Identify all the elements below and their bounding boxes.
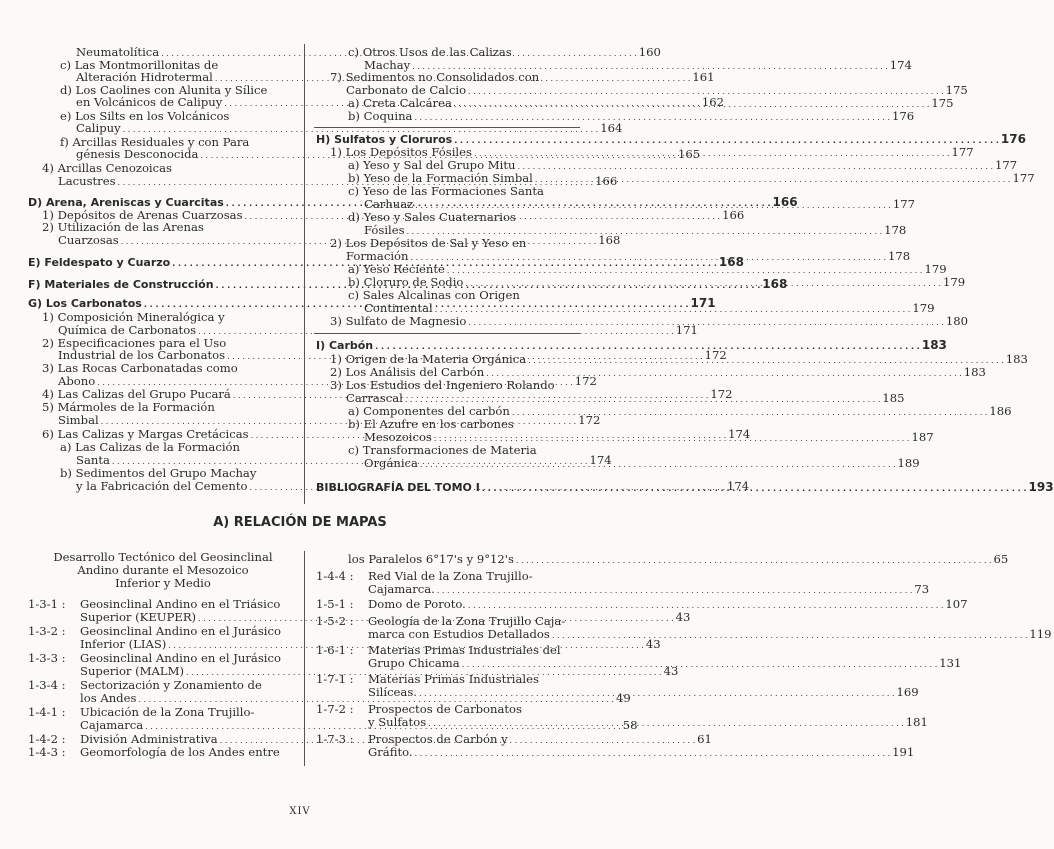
map-page-number: 43	[663, 664, 679, 678]
toc-entry-text: F) Materiales de Construcción	[28, 278, 214, 291]
toc-entry-text: Carhuaz	[364, 197, 414, 211]
dot-leader	[465, 276, 941, 290]
map-title: marca con Estudios Detallados	[368, 627, 550, 641]
toc-page-number: 168	[762, 277, 788, 291]
toc-entry-text: Continental	[364, 301, 433, 315]
toc-entry-text: c) Transformaciones de Materia	[348, 443, 537, 457]
map-page-number: 49	[615, 691, 631, 705]
toc-page-number: 160	[638, 45, 661, 59]
toc-entry-text: Fósiles	[364, 223, 405, 237]
map-title: Materias Primas Industriales	[368, 672, 539, 686]
dot-leader	[419, 686, 895, 700]
map-title: Ubicación de la Zona Trujillo-	[80, 705, 255, 719]
map-code: 1-3-1 :	[28, 597, 66, 611]
map-entry-line	[316, 597, 968, 612]
dot-leader	[517, 159, 993, 173]
map-page-number: 119	[1029, 627, 1052, 641]
toc-entry-text: 1) Composición Mineralógica y	[42, 310, 225, 324]
toc-entry-text: Mesozoicos	[364, 430, 432, 444]
map-code: 1-5-2 :	[316, 614, 354, 628]
map-entry-line	[348, 552, 1009, 567]
toc-page-number: 175	[931, 96, 954, 110]
toc-page-number: 164	[600, 121, 623, 135]
toc-entry-text: d) Yeso y Sales Cuaternarios	[348, 210, 516, 224]
toc-page-number: 175	[945, 83, 968, 97]
toc-page-number: 178	[884, 223, 907, 237]
map-title: Geosinclinal Andino en el Jurásico	[80, 651, 281, 665]
dot-leader	[435, 302, 911, 316]
section-rule-h	[314, 127, 580, 128]
toc-page-number: 179	[912, 301, 935, 315]
toc-entry-text: b) Sedimentos del Grupo Machay	[60, 466, 257, 480]
map-page-number: 181	[905, 715, 928, 729]
map-title: Cajamarca	[80, 718, 144, 732]
toc-entry-text: 3) Los Estudios del Ingeniero Rolando	[330, 378, 555, 392]
toc-entry-text: b) Coquina	[348, 109, 413, 123]
toc-page-number: 187	[911, 430, 934, 444]
toc-entry-text: Cuarzosas	[58, 233, 119, 247]
toc-page-number: 183	[921, 338, 947, 352]
dot-leader	[528, 353, 1004, 367]
toc-page-number: 177	[995, 158, 1018, 172]
toc-entry-text: Carrascal	[346, 391, 403, 405]
toc-page-number: 168	[718, 255, 744, 269]
dot-leader	[462, 657, 938, 671]
toc-entry-text: 7) Sedimentos no Consolidados con	[330, 70, 540, 84]
toc-entry-text: a) Las Calizas de la Formación	[60, 440, 240, 454]
toc-entry-text: b) Yeso de la Formación Simbal	[348, 171, 533, 185]
toc-entry-text: Abono	[58, 374, 96, 388]
toc-entry-text: e) Los Silts en los Volcánicos	[60, 109, 230, 123]
map-entry-line	[368, 582, 930, 597]
map-page-number: 169	[896, 685, 919, 699]
toc-entry-text: c) Yeso de las Formaciones Santa	[348, 184, 544, 198]
toc-page-number: 174	[889, 58, 912, 72]
map-code: 1-7-1 :	[316, 672, 354, 686]
toc-entry-text: b) Cloruro de Sodio	[348, 275, 464, 289]
map-title: Silíceas.	[368, 685, 417, 699]
page-folio: XIV	[289, 806, 311, 817]
map-page-number: 43	[675, 610, 691, 624]
map-title: Gráfito.	[368, 745, 413, 759]
toc-entry-text: Machay	[364, 58, 411, 72]
map-entry-line	[28, 745, 286, 759]
dot-leader	[468, 598, 944, 612]
toc-page-number: 172	[574, 374, 597, 388]
map-title: Geosinclinal Andino en el Triásico	[80, 597, 281, 611]
maps-group-title	[28, 551, 298, 590]
toc-entry-text: Lacustres	[58, 174, 116, 188]
toc-entry	[348, 109, 915, 124]
map-code: 1-4-3 :	[28, 745, 66, 759]
map-title: Superior (KEUPER)	[80, 610, 197, 624]
dot-leader	[552, 628, 1028, 642]
toc-entry-text: b) El Azufre en los carbones	[348, 417, 514, 431]
toc-entry-text: 3) Las Rocas Carbonatadas como	[42, 361, 238, 375]
toc-page-number: 183	[963, 365, 986, 379]
toc-entry-text: Química de Carbonatos	[58, 323, 197, 337]
map-code: 1-4-4 :	[316, 569, 354, 583]
toc-page-number: 172	[704, 348, 727, 362]
map-title: Cajamarca.	[368, 582, 435, 596]
toc-entry-text: 4) Las Calizas del Grupo Pucará	[42, 387, 231, 401]
toc-entry-text: c) Sales Alcalinas con Origen	[348, 288, 520, 302]
toc-entry-text: 2) Utilización de las Arenas	[42, 220, 204, 234]
dot-leader	[454, 97, 930, 111]
toc-entry-text: 1) Los Depósitos Fósiles	[330, 145, 472, 159]
toc-page-number: 165	[678, 147, 701, 161]
dot-leader	[512, 405, 988, 419]
toc-entry-text: Neumatolítica	[76, 45, 160, 59]
toc-entry-text: 4) Arcillas Cenozoicas	[42, 161, 172, 175]
map-code: 1-3-3 :	[28, 651, 66, 665]
toc-entry-text: Simbal	[58, 413, 99, 427]
toc-entry-text: I) Carbón	[316, 339, 374, 352]
group-title-line: Inferior y Medio	[115, 576, 211, 590]
toc-entry-text: Orgánica	[364, 456, 418, 470]
map-entry-line	[368, 745, 915, 760]
toc-page-number: 176	[1000, 132, 1026, 146]
map-page-number: 191	[892, 745, 915, 759]
dot-leader	[468, 315, 944, 329]
dot-leader	[468, 84, 944, 98]
toc-entry-text: 2) Los Depósitos de Sal y Yeso en	[330, 236, 527, 250]
toc-entry-text: f) Arcillas Residuales y con Para	[60, 135, 250, 149]
toc-page-number: 186	[989, 404, 1012, 418]
map-title: Grupo Chicama	[368, 656, 460, 670]
toc-page-number: 172	[578, 413, 601, 427]
dot-leader	[414, 110, 890, 124]
toc-entry-text: c) Las Montmorillonitas de	[60, 58, 219, 72]
map-title: Geomorfología de los Andes entre	[80, 745, 280, 759]
dot-leader	[411, 250, 887, 264]
map-entry-line	[368, 627, 1052, 642]
toc-page-number: 189	[897, 456, 920, 470]
map-title: Prospectos de Carbón y	[368, 732, 508, 746]
toc-entry-text: a) Componentes del carbón	[348, 404, 510, 418]
toc-page-number: 177	[1012, 171, 1035, 185]
dot-leader	[474, 146, 950, 160]
toc-page-number: 179	[942, 275, 966, 289]
map-title: Red Vial de la Zona Trujillo-	[368, 569, 533, 583]
toc-entry-text: 3) Sulfato de Magnesio	[330, 314, 467, 328]
map-page-number: 107	[945, 597, 968, 611]
group-title-line: Desarrollo Tectónico del Geosinclinal	[53, 550, 273, 564]
toc-page-number: 176	[892, 109, 915, 123]
toc-entry-text: BIBLIOGRAFÍA DEL TOMO I	[316, 481, 480, 494]
dot-leader	[420, 457, 896, 471]
section-rule-i	[314, 333, 580, 334]
map-title: Inferior (LIAS)	[80, 637, 167, 651]
dot-leader	[535, 172, 1011, 186]
toc-page-number: 166	[595, 174, 618, 188]
toc-page-number: 161	[692, 70, 715, 84]
toc-entry-text: 2) Los Análisis del Carbón	[330, 365, 485, 379]
toc-entry-text: Calipuy	[76, 121, 121, 135]
toc-page-number: 171	[690, 296, 716, 310]
map-code: 1-5-1 :	[316, 597, 354, 611]
map-code: 1-7-2 :	[316, 702, 354, 716]
column-divider-top	[304, 44, 305, 504]
dot-leader	[454, 133, 999, 147]
toc-page-number: 177	[951, 145, 974, 159]
map-page-number: 43	[645, 637, 661, 651]
map-title: Geología de la Zona Trujillo Caja-	[368, 614, 566, 628]
toc-entry-text: Santa	[76, 453, 110, 467]
dot-leader	[447, 263, 923, 277]
toc-entry-text: c) Otros Usos de las Calizas	[348, 45, 512, 59]
toc-page-number: 162	[701, 95, 724, 109]
toc-entry-text: E) Feldespato y Cuarzo	[28, 256, 171, 269]
toc-page-number: 183	[1005, 352, 1028, 366]
map-code: 1-7-3 :	[316, 732, 354, 746]
toc-entry-text: 6) Las Calizas y Margas Cretácicas	[42, 427, 249, 441]
dot-leader	[375, 339, 920, 353]
map-title: Domo de Poroto.	[368, 597, 466, 611]
toc-entry-text: G) Los Carbonatos	[28, 297, 142, 310]
toc-entry-text: Formación	[346, 249, 409, 263]
toc-entry-text: Carbonato de Calcio	[346, 83, 467, 97]
toc-page-number: 168	[598, 233, 621, 247]
toc-page-number: 166	[772, 195, 798, 209]
toc-section-heading	[316, 338, 947, 353]
map-title: Superior (MALM)	[80, 664, 185, 678]
toc-page-number: 174	[728, 427, 751, 441]
map-code: 1-4-2 :	[28, 732, 66, 746]
toc-entry-text: 5) Mármoles de la Formación	[42, 400, 215, 414]
dot-leader	[437, 583, 913, 597]
map-title: Prospectos de Carbonatos	[368, 702, 522, 716]
toc-page-number: 180	[945, 314, 969, 328]
toc-entry-text: Alteración Hidrotermal	[76, 70, 213, 84]
toc-page-number: 178	[888, 249, 911, 263]
toc-entry	[330, 314, 969, 329]
map-page-number: 73	[914, 582, 930, 596]
toc-entry-text: 2) Especificaciones para el Uso	[42, 336, 227, 350]
map-code: 1-6-1 :	[316, 643, 354, 657]
map-title: Materias Primas Industriales del	[368, 643, 561, 657]
map-title: y Sulfatos	[368, 715, 427, 729]
dot-leader	[516, 553, 992, 567]
map-page-number: 61	[697, 732, 712, 746]
toc-entry-text: d) Los Caolines con Alunita y Sílice	[60, 83, 268, 97]
dot-leader	[428, 716, 904, 730]
map-code: 1-3-4 :	[28, 678, 66, 692]
toc-entry-text: D) Arena, Areniscas y Cuarcitas	[28, 196, 224, 209]
map-page-number: 58	[622, 718, 638, 732]
toc-entry-text: génesis Desconocida	[76, 147, 199, 161]
map-page-number: 131	[939, 656, 962, 670]
map-page-number: 65	[993, 552, 1009, 566]
toc-entry-text: en Volcánicos de Calipuy	[76, 95, 223, 109]
map-title: Sectorización y Zonamiento de	[80, 678, 262, 692]
toc-page-number: 171	[675, 323, 698, 337]
maps-heading: A) RELACIÓN DE MAPAS	[213, 515, 387, 530]
map-title: Geosinclinal Andino en el Jurásico	[80, 624, 281, 638]
toc-page-number: 174	[727, 479, 750, 493]
toc-page-number: 177	[892, 197, 915, 211]
toc-entry-text: a) Creta Calcárea	[348, 96, 452, 110]
map-title: los Andes	[80, 691, 137, 705]
toc-page-number: 174	[589, 453, 612, 467]
dot-leader	[486, 366, 962, 380]
toc-page-number: 166	[722, 208, 745, 222]
toc-page-number: 179	[924, 262, 947, 276]
toc-entry-text: Industrial de los Carbonatos	[58, 348, 226, 362]
map-title: los Paralelos 6°17's y 9°12's	[348, 552, 514, 566]
map-title: División Administrativa	[80, 732, 218, 746]
toc-entry-text: 1) Origen de la Materia Orgánica	[330, 352, 527, 366]
toc-page-number: 185	[882, 391, 905, 405]
toc-entry-text: a) Yeso y Sal del Grupo Mitu	[348, 158, 516, 172]
toc-page-number: 172	[710, 387, 733, 401]
toc-entry-text: 1) Depósitos de Arenas Cuarzosas	[42, 208, 243, 222]
group-title-line: Andino durante el Mesozoico	[77, 563, 249, 577]
dot-leader	[415, 746, 891, 760]
toc-entry-text: y la Fabricación del Cemento	[76, 479, 248, 493]
map-code: 1-4-1 :	[28, 705, 66, 719]
toc-entry-text: a) Yeso Reciente	[348, 262, 445, 276]
map-code: 1-3-2 :	[28, 624, 66, 638]
dot-leader	[482, 481, 1027, 495]
toc-entry-text: H) Sulfatos y Cloruros	[316, 133, 453, 146]
toc-page-number: 193	[1028, 480, 1054, 494]
